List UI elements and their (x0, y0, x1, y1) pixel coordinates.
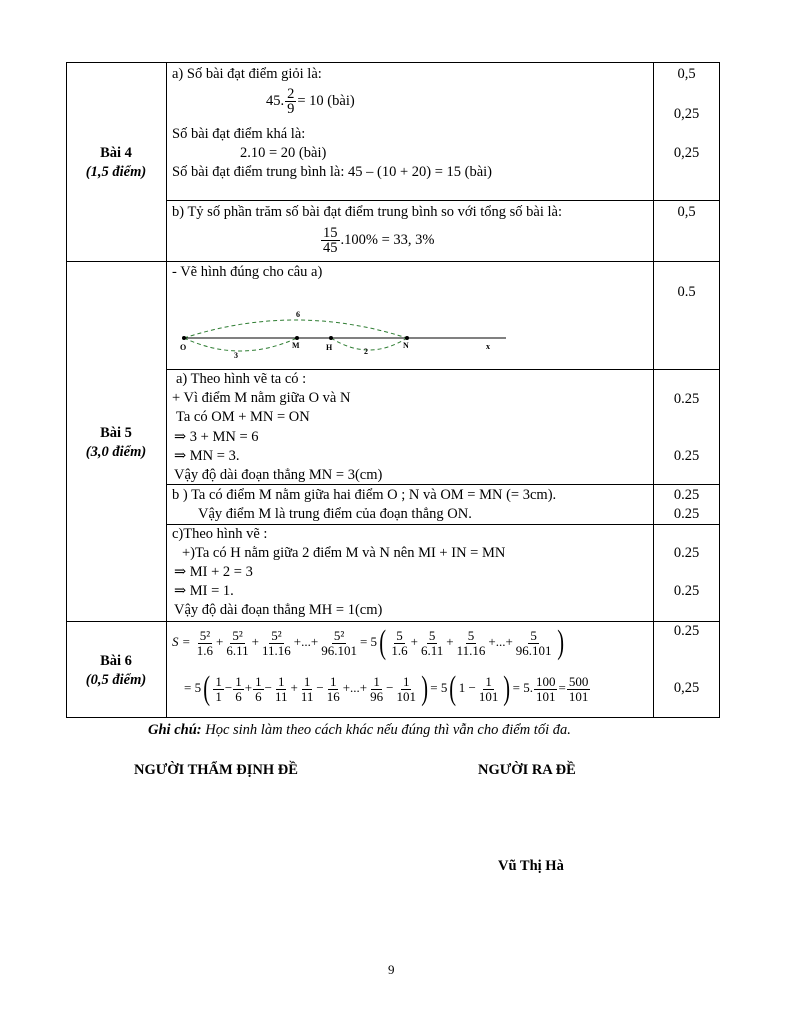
row-divider (166, 200, 720, 201)
arc-om (184, 338, 297, 351)
fraction-denominator: 101 (478, 688, 499, 704)
label-length-on: 6 (296, 310, 300, 319)
fraction (514, 629, 554, 658)
fraction-numerator: 1 (255, 673, 262, 689)
fraction (368, 675, 385, 704)
bai4-a-score-1: 0,5 (677, 66, 696, 82)
fraction (273, 675, 290, 704)
bai5-a-line-3: Ta có OM + MN = ON (176, 409, 310, 425)
fraction-numerator: 1 (303, 673, 311, 689)
fraction (224, 629, 250, 658)
bai5-c-line-2: +)Ta có H nằm giữa 2 điểm M và N nên MI + IN = MN (182, 545, 506, 561)
fraction (253, 675, 264, 704)
fraction (299, 675, 316, 704)
bai4-b-rest: .100% = 33, 3% (340, 232, 435, 248)
fraction (455, 629, 488, 658)
row-divider (166, 484, 720, 485)
bai5-b-score-1: 0.25 (673, 487, 700, 503)
fraction-denominator: 6 (235, 688, 242, 704)
bai6-title: Bài 6 (100, 653, 132, 669)
fraction-numerator: 15 (323, 225, 338, 242)
point-o (182, 336, 186, 340)
bai5-a-line-1: a) Theo hình vẽ ta có : (176, 371, 307, 387)
bai5-c-line-3: ⇒ MI + 2 = 3 (174, 564, 253, 580)
point-n (405, 336, 409, 340)
bai6-score-1: 0.25 (673, 623, 700, 639)
bai4-b-line1: b) Tỷ số phần trăm số bài đạt điểm trung bình so với tổng số bài là: (172, 204, 562, 220)
bai5-b-line-2: Vậy điểm M là trung điểm của đoạn thẳng ON. (198, 506, 472, 522)
fraction (534, 675, 558, 704)
bai4-a-line3: Số bài đạt điểm khá là: (172, 126, 306, 142)
reviewer-title: NGƯỜI THẨM ĐỊNH ĐỀ (134, 762, 298, 778)
table-border-bottom (66, 717, 720, 718)
fraction (213, 675, 224, 704)
label-n: N (403, 341, 409, 350)
bai5-c-score-2: 0.25 (673, 583, 700, 599)
point-h (329, 336, 333, 340)
fraction-numerator: 100 (535, 673, 556, 689)
bai5-b-score-2: 0.25 (673, 506, 700, 522)
fraction-denominator: 1.6 (196, 642, 214, 658)
point-m (295, 336, 299, 340)
bai5-points: (3,0 điểm) (85, 444, 147, 460)
fraction-denominator: 96.101 (321, 642, 357, 658)
fraction-numerator: 5 (396, 627, 403, 643)
bai4-formula-right: = 10 (bài) (297, 93, 355, 109)
bai5-c-score-1: 0.25 (673, 545, 700, 561)
fraction (567, 675, 591, 704)
fraction-denominator: 6.11 (226, 642, 249, 658)
fraction (319, 629, 359, 658)
fraction-denominator: 11.16 (262, 642, 291, 658)
arc-on (184, 320, 407, 338)
fraction-numerator: 500 (568, 673, 589, 689)
label-h: H (326, 343, 333, 352)
label-o: O (180, 343, 187, 352)
arc-hn (331, 338, 407, 350)
fraction (477, 675, 501, 704)
segment-figure (176, 302, 516, 362)
row-divider (166, 369, 720, 370)
bai5-c-line-4: ⇒ MI = 1. (174, 583, 234, 599)
fraction-numerator: 5² (333, 627, 345, 643)
bai6-formula-line1: S = $\frac{\text{5²}}{1.6}$ + $\frac{\text{5²}}{6.11}$ + $\frac{\text{5²}}{11.16}$ +...+ $\frac{\text{5²}}{96.101}$ = 5( $\frac{5}{1.6}$ + $\frac{5}{6.11}$ + $\frac{5}{11.16}$ +...+ $\frac{5}{96.101}$ ) (172, 624, 564, 662)
column-divider-1 (166, 62, 167, 718)
author-name: Vũ Thị Hà (498, 858, 564, 874)
bai4-formula-fraction (285, 87, 296, 116)
label-m: M (292, 341, 300, 350)
footnote-label: Ghi chú: (148, 722, 202, 738)
fraction-denominator: 101 (568, 688, 589, 704)
bai6-points: (0,5 điểm) (85, 672, 147, 688)
bai5-figure-caption: - Vẽ hình đúng cho câu a) (172, 264, 323, 280)
bai4-b-score: 0,5 (677, 204, 696, 220)
bai5-a-score-1: 0.25 (673, 391, 700, 407)
bai6-heading (66, 652, 166, 690)
fraction-denominator: 16 (326, 688, 340, 704)
row-divider (66, 621, 720, 622)
bai5-b-line-1: b ) Ta có điểm M nằm giữa hai điểm O ; N và OM = MN (= 3cm). (172, 487, 557, 503)
bai4-a-line4: 2.10 = 20 (bài) (240, 145, 327, 161)
bai6-score-2: 0,25 (673, 680, 700, 696)
fraction (260, 629, 293, 658)
fraction-numerator: 1 (277, 673, 285, 689)
fraction-denominator: 45 (323, 240, 338, 257)
fraction-denominator: 11 (300, 688, 314, 704)
fraction-denominator: 6 (255, 688, 262, 704)
bai4-a-score-2: 0,25 (673, 106, 700, 122)
bai4-title: Bài 4 (100, 145, 132, 161)
fraction-denominator: 6.11 (420, 642, 444, 658)
bai5-a-score-2: 0.25 (673, 448, 700, 464)
fraction-numerator: 5 (467, 627, 475, 643)
bai4-a-line1: a) Số bài đạt điểm giỏi là: (172, 66, 322, 82)
fraction-numerator: 5² (232, 627, 243, 643)
fraction-denominator: 101 (535, 688, 556, 704)
bai5-a-line-5: ⇒ MN = 3. (174, 448, 240, 464)
bai5-a-line-4: ⇒ 3 + MN = 6 (174, 429, 259, 445)
footnote-text: Học sinh làm theo cách khác nếu đúng thì vẫn cho điểm tối đa. (205, 722, 571, 738)
fraction-numerator: 2 (287, 86, 295, 103)
label-length-om: 3 (234, 351, 238, 360)
author-title: NGƯỜI RA ĐỀ (478, 762, 576, 778)
fraction-denominator: 9 (287, 101, 295, 118)
bai4-a-score-3: 0,25 (673, 145, 700, 161)
fraction (233, 675, 244, 704)
fraction-denominator: 11 (274, 688, 288, 704)
fraction-numerator: 1 (329, 673, 337, 689)
s-label: S = (172, 634, 191, 649)
bai5-c-line-5: Vậy độ dài đoạn thẳng MH = 1(cm) (174, 602, 383, 618)
bai4-a-formula (266, 87, 355, 116)
label-x: x (486, 342, 490, 351)
fraction-numerator: 5 (428, 627, 436, 643)
bai5-figure-score: 0.5 (677, 284, 696, 300)
bai5-c-line-1: c)Theo hình vẽ : (172, 526, 268, 542)
fraction-denominator: 1 (215, 688, 222, 704)
fraction-numerator: 1 (235, 673, 242, 689)
bai4-a-line5: Số bài đạt điểm trung bình là: 45 – (10 + 20) = 15 (bài) (172, 164, 492, 180)
label-length-hn: 2 (364, 347, 368, 356)
bai4-b-formula (320, 222, 434, 258)
bai4-points: (1,5 điểm) (85, 164, 147, 180)
fraction-numerator: 5 (530, 627, 537, 643)
table-border-top (66, 62, 720, 63)
bai4-b-fraction (321, 226, 340, 255)
fraction-numerator: 5² (271, 627, 282, 643)
fraction-numerator: 5² (199, 627, 211, 643)
fraction (419, 629, 445, 658)
fraction-denominator: 1.6 (391, 642, 408, 658)
fraction (325, 675, 342, 704)
bai5-a-line-2: + Vì điểm M nằm giữa O và N (172, 390, 351, 406)
fraction-numerator: 1 (215, 673, 222, 689)
bai4-formula-left: 45. (266, 93, 285, 109)
page-number: 9 (388, 962, 395, 977)
fraction-denominator: 11.16 (456, 642, 486, 658)
bai5-a-line-6: Vậy độ dài đoạn thẳng MN = 3(cm) (174, 467, 383, 483)
fraction-denominator: 96.101 (515, 642, 552, 658)
fraction-numerator: 1 (373, 673, 380, 689)
bai5-heading (66, 424, 166, 462)
bai5-title: Bài 5 (100, 425, 132, 441)
fraction-numerator: 1 (402, 673, 410, 689)
footnote (148, 722, 571, 739)
marking-table (66, 62, 720, 718)
fraction (389, 629, 409, 658)
row-divider (66, 261, 720, 262)
bai6-formula-line2: = 5( $\frac{1}{1}$ − $\frac{1}{6}$ + $\frac{1}{6}$ − $\frac{1}{11}$ + $\frac{1}{11}$ − $\frac{1}{16}$ +...+ $\frac{1}{96}$ − $\frac{1}{101}$ ) = 5( 1 − $\frac{1}{101}$ ) = 5. $\frac{100}{101}$ = $\frac{500}{101}$ (184, 670, 589, 708)
fraction-denominator: 101 (396, 688, 416, 704)
fraction (195, 629, 215, 658)
fraction (394, 675, 418, 704)
bai4-heading (66, 144, 166, 182)
fraction-numerator: 1 (485, 673, 492, 689)
fraction-denominator: 96 (370, 688, 384, 704)
row-divider (166, 524, 720, 525)
